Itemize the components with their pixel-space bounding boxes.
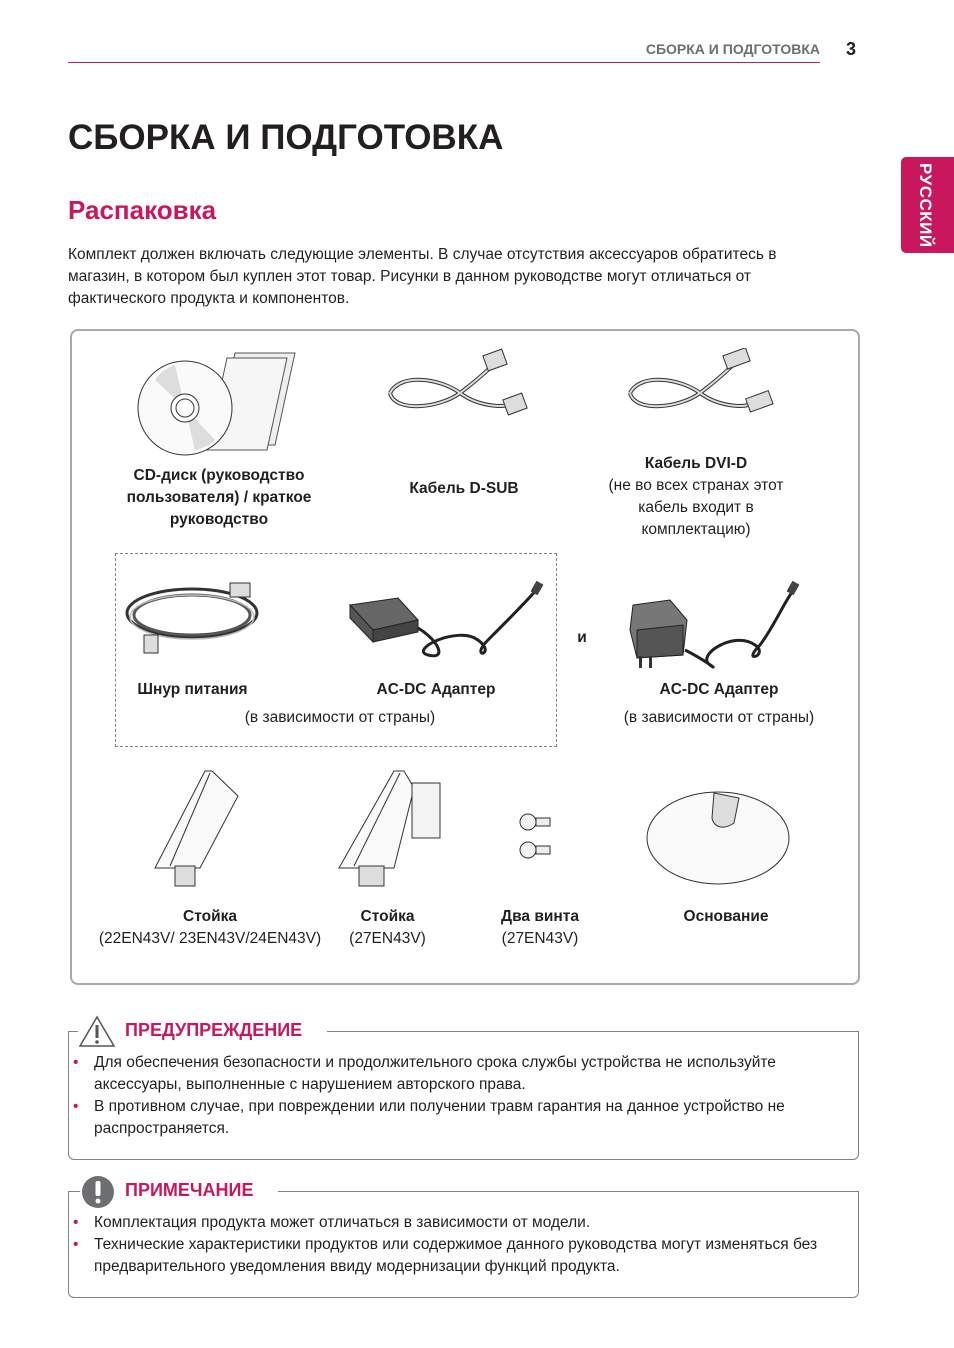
base-caption [660, 906, 792, 928]
section-title: Распаковка [68, 195, 217, 225]
dvi-title: Кабель DVI-D [644, 455, 748, 472]
note-box [68, 1192, 859, 1298]
warning-item: • В противном случае, при повреждении или получении травм гарантия на данное устройство не распространяется. [94, 1096, 838, 1140]
dsub-cable-illustration [380, 348, 535, 423]
power-cord-caption [120, 679, 265, 701]
note-border-right [278, 1191, 859, 1192]
page-title: СБОРКА И ПОДГОТОВКА [68, 118, 504, 157]
adapter1-note: (в зависимости от страны) [244, 709, 436, 726]
note-item: • Технические характеристики продуктов или содержимое данного руководства могут изменяться без предварительного уведомления ввиду модернизации функций продукта. [94, 1234, 838, 1278]
screws-caption [490, 906, 590, 950]
screws-note: (27EN43V) [501, 930, 579, 947]
base-title: Основание [683, 908, 769, 925]
cd-manual-caption [105, 465, 333, 531]
dvi-note: (не во всех странах этот кабель входит в комплектацию) [608, 477, 784, 538]
stand2-caption [335, 906, 440, 950]
and-label: и [577, 629, 587, 646]
note-item: • Комплектация продукта может отличаться в зависимости от модели. [94, 1212, 838, 1234]
warning-triangle-icon [78, 1014, 116, 1048]
language-tab [901, 157, 954, 253]
cd-manual-title: CD-диск (руководство пользователя) / краткое руководство [126, 467, 312, 528]
stand1-note: (22EN43V/ 23EN43V/24EN43V) [98, 930, 322, 947]
screws-title: Два винта [501, 908, 579, 925]
header-divider [68, 62, 820, 63]
warning-border-right [327, 1031, 859, 1032]
dvi-caption [596, 453, 796, 541]
note-title: ПРИМЕЧАНИЕ [119, 1180, 259, 1201]
base-illustration [644, 788, 794, 888]
dvi-cable-illustration [620, 348, 780, 423]
adapter2-note: (в зависимости от страны) [623, 709, 815, 726]
language-tab-label: РУССКИЙ [916, 163, 935, 248]
adapter2-caption [630, 679, 808, 701]
adapter-wall-illustration [625, 580, 810, 672]
adapter-brick-illustration [348, 580, 548, 660]
stand-22-illustration [150, 768, 242, 890]
running-header: СБОРКА И ПОДГОТОВКА [645, 41, 820, 57]
note-exclamation-icon [80, 1174, 116, 1210]
stand2-note: (27EN43V) [349, 930, 426, 947]
intro-text: Комплект должен включать следующие элементы. В случае отсутствия аксессуаров обратитесь в магазин, в котором был куплен этот товар. Рисунки в данном руководстве могут отличаться от фактического продукта и компонентов. [68, 246, 777, 307]
dsub-caption [380, 478, 548, 500]
warning-title: ПРЕДУПРЕЖДЕНИЕ [119, 1020, 308, 1041]
dsub-title: Кабель D-SUB [409, 480, 519, 497]
cd-manual-illustration [135, 350, 300, 460]
stand2-title: Стойка [360, 908, 415, 925]
warning-item: • Для обеспечения безопасности и продолжительного срока службы устройства не используйте аксессуары, выполненные с нарушением авторского права. [94, 1052, 838, 1096]
adapter1-caption [360, 679, 512, 701]
stand1-title: Стойка [183, 908, 237, 925]
adapter1-title: AC-DC Адаптер [376, 681, 496, 698]
note-border-left [68, 1191, 80, 1192]
stand1-caption [95, 906, 325, 950]
power-cord-illustration [122, 575, 267, 660]
power-cord-title: Шнур питания [137, 681, 248, 698]
warning-box [68, 1032, 859, 1160]
adapter2-title: AC-DC Адаптер [659, 681, 779, 698]
page-number: 3 [846, 39, 857, 59]
screws-illustration [516, 808, 556, 868]
stand-27-illustration [334, 768, 446, 890]
